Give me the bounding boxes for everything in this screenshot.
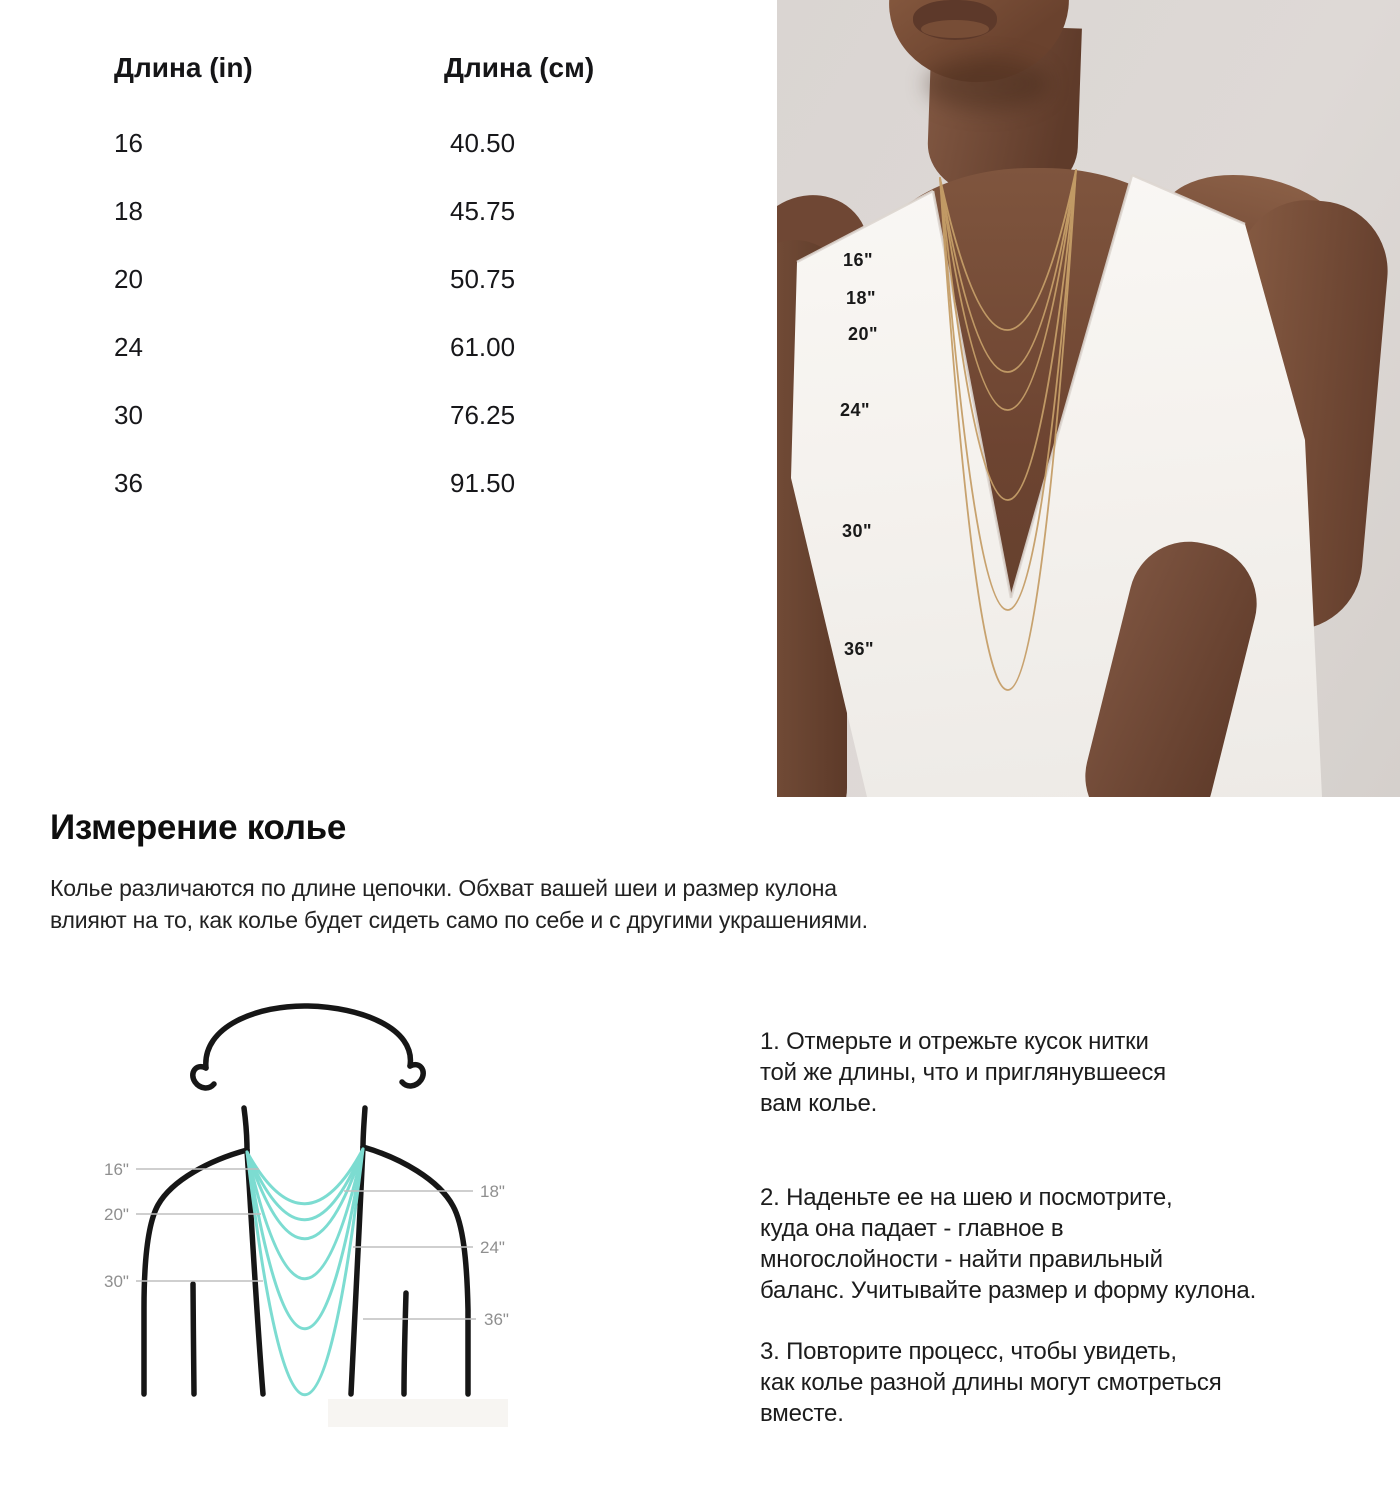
right-ear: [402, 1065, 423, 1086]
cell-inches: 16: [114, 128, 143, 158]
diagram-label-30: 30": [104, 1272, 129, 1291]
table-row: [114, 128, 614, 196]
step-3: [760, 1336, 1360, 1429]
model-photo: [777, 0, 1400, 797]
diagram-label-20: 20": [104, 1205, 129, 1224]
arc-20: [247, 1149, 363, 1239]
gold-chains-overlay: [777, 0, 1400, 797]
step-line: как колье разной длины могут смотреться: [760, 1369, 1222, 1396]
cell-cm: 91.50: [450, 468, 516, 498]
cell-inches: 20: [114, 264, 143, 294]
diagram-labels: [104, 1160, 509, 1329]
diagram-label-18: 18": [480, 1182, 505, 1201]
photo-length-label: 16": [843, 250, 874, 270]
cell-cm: 40.50: [450, 128, 516, 158]
table-row: [114, 468, 614, 536]
photo-length-label: 18": [846, 288, 877, 308]
right-inner-arm: [404, 1293, 406, 1394]
diagram-label-24: 24": [480, 1238, 505, 1257]
necklace-length-diagram: [60, 1000, 560, 1493]
cell-cm: 61.00: [450, 332, 516, 362]
table-row: [114, 264, 614, 332]
table-row: [114, 400, 614, 468]
chain-20: [940, 170, 1076, 410]
diagram-label-36: 36": [484, 1310, 509, 1329]
cell-cm: 45.75: [450, 196, 516, 226]
step-line: вам колье.: [760, 1090, 878, 1117]
cell-cm: 76.25: [450, 400, 516, 430]
body-outline: [144, 1006, 468, 1394]
cell-inches: 24: [114, 332, 143, 362]
photo-length-label: 24": [840, 400, 871, 420]
step-line: вместе.: [760, 1400, 844, 1427]
column-header-inches: Длина (in): [114, 52, 253, 83]
cell-inches: 30: [114, 400, 143, 430]
cell-cm: 50.75: [450, 264, 516, 294]
table-row: [114, 196, 614, 264]
chain-30: [940, 170, 1076, 610]
column-header-cm: Длина (см): [444, 52, 595, 83]
intro-line: Колье различаются по длине цепочки. Обхват вашей шеи и размер кулона: [50, 875, 837, 901]
section-intro: [50, 872, 868, 936]
neck-left: [244, 1108, 247, 1150]
necklace-arcs: [247, 1149, 363, 1395]
section-title: Измерение колье: [50, 808, 347, 847]
neck-right: [363, 1108, 365, 1147]
photo-length-label: 20": [848, 324, 879, 344]
step-line: той же длины, что и приглянувшееся: [760, 1059, 1166, 1086]
photo-length-label: 36": [844, 639, 875, 659]
arc-18: [247, 1149, 363, 1220]
step-line: многослойности - найти правильный: [760, 1246, 1163, 1273]
right-shoulder-arm: [363, 1147, 468, 1394]
left-ear: [193, 1067, 214, 1088]
step-line: куда она падает - главное в: [760, 1215, 1064, 1242]
head-outline: [206, 1006, 411, 1068]
photo-length-label: 30": [842, 521, 873, 541]
diagram-label-16: 16": [104, 1160, 129, 1179]
gold-chains: [940, 170, 1076, 690]
cell-inches: 18: [114, 196, 143, 226]
step-line: 1. Отмерьте и отрежьте кусок нитки: [760, 1028, 1149, 1055]
leader-lines: [136, 1169, 476, 1319]
table-header-row: [114, 52, 614, 84]
table-row: [114, 332, 614, 400]
length-conversion-table: [114, 52, 614, 536]
diagram-bg-artifact: [328, 1399, 508, 1427]
step-line: баланс. Учитывайте размер и форму кулона.: [760, 1277, 1257, 1304]
step-2: [760, 1182, 1360, 1306]
intro-line: влияют на то, как колье будет сидеть само по себе и с другими украшениями.: [50, 907, 868, 933]
step-1: [760, 1026, 1360, 1119]
step-line: 2. Наденьте ее на шею и посмотрите,: [760, 1184, 1173, 1211]
step-line: 3. Повторите процесс, чтобы увидеть,: [760, 1338, 1177, 1365]
table-body: [114, 128, 614, 536]
left-inner-arm: [193, 1284, 194, 1394]
chain-16: [940, 170, 1076, 330]
arc-24: [247, 1149, 363, 1279]
cell-inches: 36: [114, 468, 143, 498]
